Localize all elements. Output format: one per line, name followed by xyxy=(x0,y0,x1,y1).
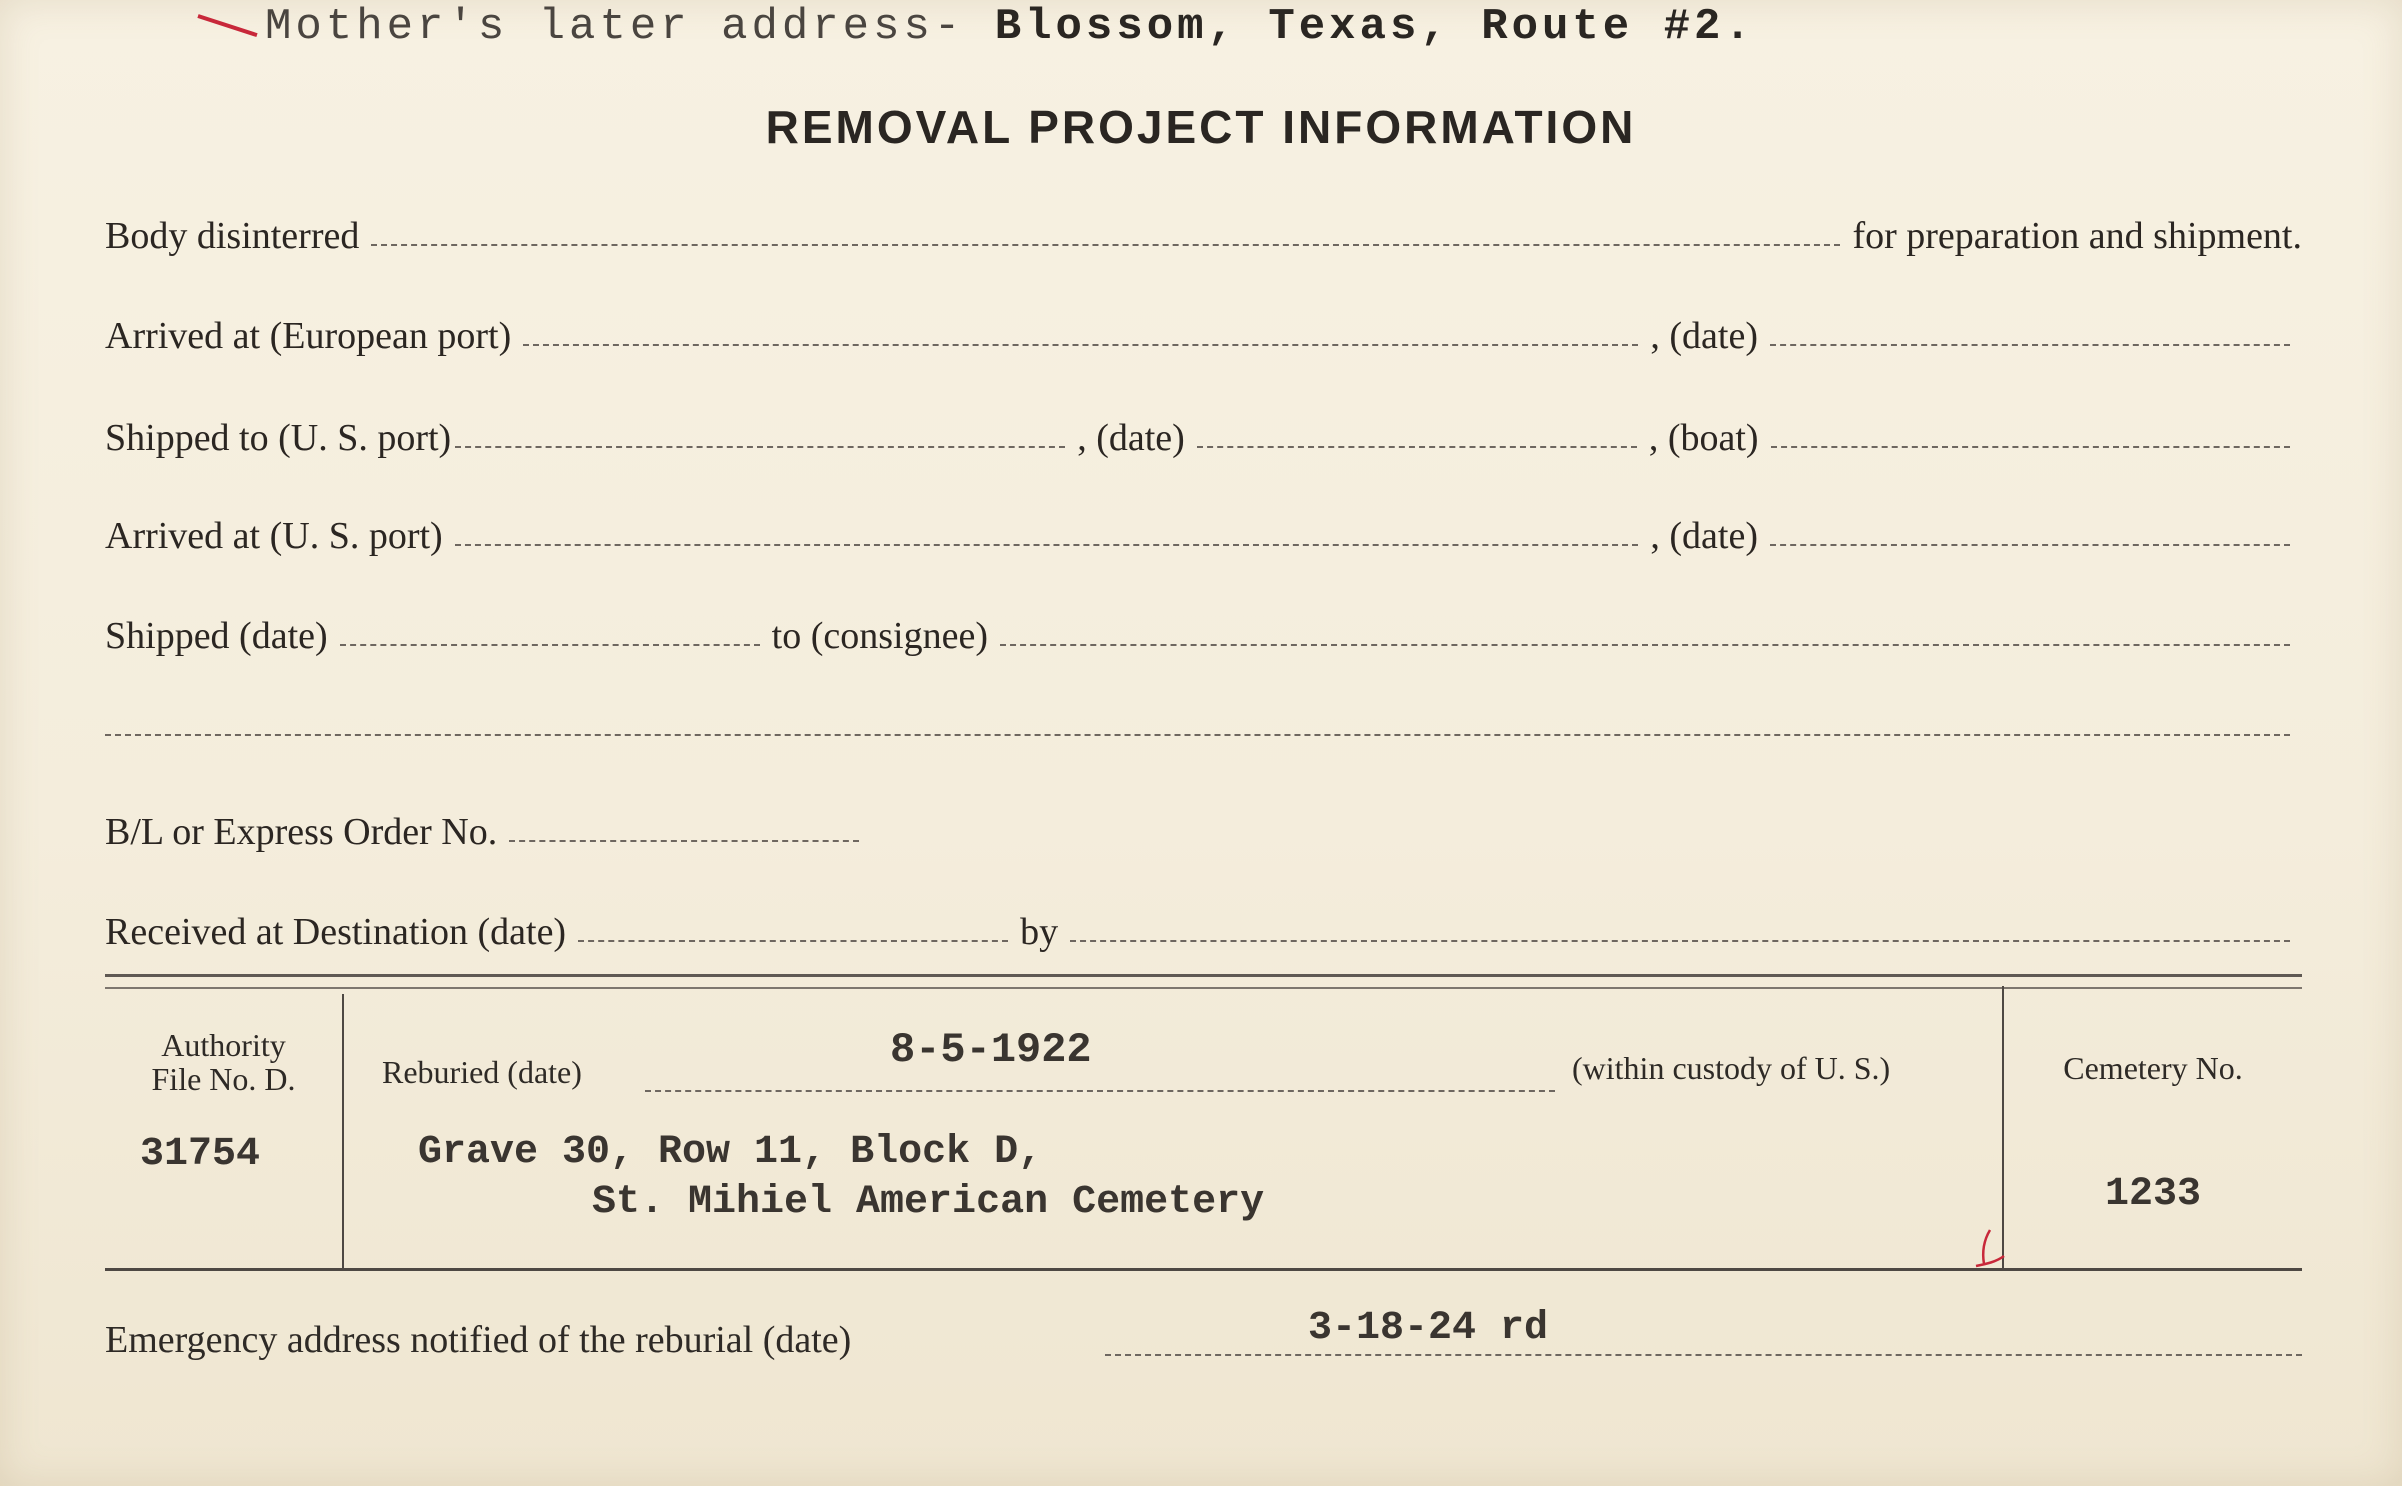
arrived-european-port-label: Arrived at (European port) xyxy=(105,315,512,357)
arrived-us-port-date-line xyxy=(1770,544,2290,546)
shipped-us-port-date-line xyxy=(1197,446,1637,448)
box-top-rule xyxy=(105,974,2302,989)
shipped-us-port-label: Shipped to (U. S. port) xyxy=(105,417,452,459)
arrived-us-port-line xyxy=(455,544,1639,546)
boat-label: , (boat) xyxy=(1648,417,1759,459)
received-destination-label: Received at Destination (date) xyxy=(105,911,567,953)
authority-file-value: 31754 xyxy=(140,1132,261,1177)
emergency-date-line xyxy=(1105,1354,2302,1356)
card-title: REMOVAL PROJECT INFORMATION xyxy=(765,101,1637,153)
bl-order-label: B/L or Express Order No. xyxy=(105,811,498,853)
custody-label: (within custody of U. S.) xyxy=(1572,1050,1891,1086)
row-arrived-european-port xyxy=(105,300,2302,360)
authority-file-label-line1: Authority xyxy=(161,1027,286,1063)
arrived-us-port-date-label: , (date) xyxy=(1650,515,1758,557)
authority-file-label xyxy=(105,1028,342,1096)
mothers-address-value: Blossom, Texas, Route #2. xyxy=(994,2,1755,52)
authority-file-label-line2: File No. D. xyxy=(151,1061,296,1097)
row-shipped-us-port xyxy=(105,402,2302,462)
mothers-address-label: Mother's later address- xyxy=(265,2,965,52)
red-initial-mark xyxy=(1972,1226,2008,1272)
emergency-date-value: 3-18-24 rd xyxy=(1308,1306,1549,1351)
emergency-address-label: Emergency address notified of the reburial (date) xyxy=(105,1319,852,1361)
consignee-line xyxy=(1000,644,2290,646)
european-port-date-label: , (date) xyxy=(1650,315,1758,357)
cemetery-number-label: Cemetery No. xyxy=(2063,1050,2243,1086)
row-bl-order xyxy=(105,796,2302,856)
arrived-us-port-label: Arrived at (U. S. port) xyxy=(105,515,443,557)
received-destination-line xyxy=(578,940,1008,942)
preparation-shipment-label: for preparation and shipment. xyxy=(1852,215,2302,257)
shipped-us-port-date-label: , (date) xyxy=(1077,417,1185,459)
european-port-date-line xyxy=(1770,344,2290,346)
consignee-continued-line xyxy=(105,734,2290,736)
received-by-label: by xyxy=(1020,911,1059,953)
body-disinterred-label: Body disinterred xyxy=(105,215,360,257)
box-divider-left xyxy=(342,994,344,1268)
red-check-mark xyxy=(197,14,257,37)
mothers-address-note xyxy=(265,2,1755,52)
bl-order-line xyxy=(509,840,859,842)
body-disinterred-line xyxy=(371,244,1840,246)
row-body-disinterred xyxy=(105,200,2302,260)
shipped-us-port-line xyxy=(455,446,1065,448)
grave-location-line1: Grave 30, Row 11, Block D, xyxy=(418,1130,1043,1175)
cemetery-number-value: 1233 xyxy=(2104,1172,2201,1217)
shipped-date-line xyxy=(340,644,760,646)
row-received-destination xyxy=(105,896,2302,956)
consignee-label: to (consignee) xyxy=(771,615,988,657)
boat-line xyxy=(1771,446,2290,448)
european-port-line xyxy=(523,344,1638,346)
row-consignee-continued xyxy=(105,690,2302,750)
received-by-line xyxy=(1070,940,2290,942)
shipped-date-label: Shipped (date) xyxy=(105,615,328,657)
row-shipped-date xyxy=(105,600,2302,660)
reburied-date-label: Reburied (date) xyxy=(382,1054,582,1090)
grave-location-line2: St. Mihiel American Cemetery xyxy=(592,1180,1265,1225)
reburied-date-line xyxy=(645,1090,1555,1092)
row-arrived-us-port xyxy=(105,500,2302,560)
reburied-date-value: 8-5-1922 xyxy=(890,1026,1092,1074)
